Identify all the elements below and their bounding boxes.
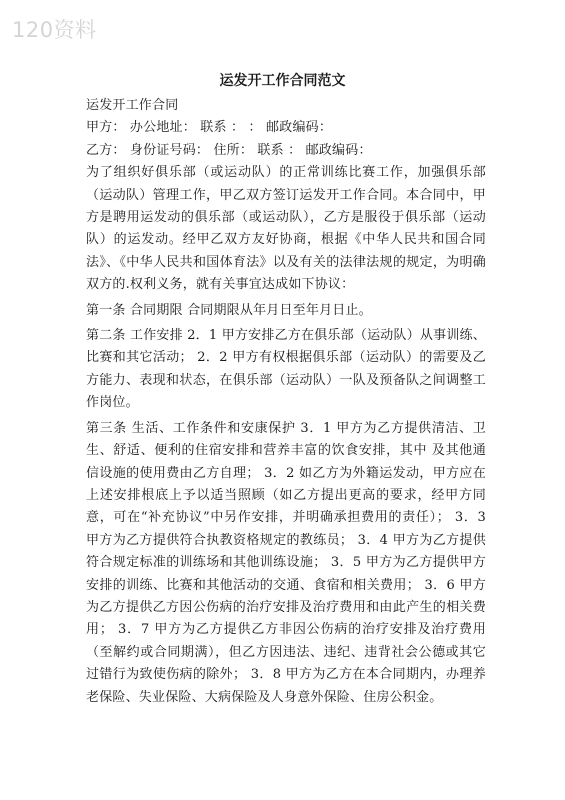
contract-name-line: 运发开工作合同 [86, 98, 179, 113]
party-b-line: 乙方： 身份证号码： 住所： 联系 ： 邮政编码： [86, 142, 372, 158]
article-3-paragraph: 第三条 生活、工作条件和安康保护 3．1 甲方为乙方提供清洁、卫生、舒适、便利的住宿安排和营养丰富的饮食安排，其中 及其他通信设施的使用费由乙方自理； 3．2 如乙方为外籍运发动，甲方应在上述安排根底上予以适当照顾（如乙方提出更高的要求，经甲方同意，可在“补充协议”中另作安排，并明确承担费用的责任）； 3．3 甲方为乙方提供符合执教资格规定的教练员； 3．4 甲方为乙方提供符合规定标准的训练场和其他训练设施； 3．5 甲方为乙方提供甲方安排的训练、比赛和其他活动的交通、食宿和相关费用； 3．6 甲方为乙方提供乙方因公伤病的治疗安排及治疗费用和由此产生的相关费用； 3．7 甲方为乙方提供乙方非因公伤病的治疗安排及治疗费用（至解约或合同期满），但乙方因违法、违纪、违背社会公德或其它过错行为致使伤病的除外； 3．8 甲方为乙方在本合同期内，办理养老保险、失业保险、大病保险及人身意外保险、住房公积金。 [86, 420, 486, 705]
article-2-paragraph: 第二条 工作安排 2．1 甲方安排乙方在俱乐部（运动队）从事训练、比赛和其它活动； 2．2 甲方有权根据俱乐部（运动队）的需要及乙方能力、表现和状态，在俱乐部（运动队）一队及预备队之间调整工作岗位。 [86, 328, 486, 411]
party-a-line: 甲方： 办公地址： 联系 ： ： 邮政编码： [86, 120, 333, 136]
document-body [86, 95, 486, 709]
preamble-paragraph: 为了组织好俱乐部（或运动队）的正常训练比赛工作，加强俱乐部（运动队）管理工作，甲乙双方签订运发开工作合同。本合同中，甲方是聘用运发动的俱乐部（或运动队），乙方是服役于俱乐部（运动队）的运发动。经甲乙双方友好协商，根据《中华人民共和国合同法》、《中华人民共和国体育法》以及有关的法律法规的规定，为明确双方的.权利义务，就有关事宜达成如下协议： [86, 165, 486, 293]
document-title: 运发开工作合同范文 [219, 73, 346, 89]
watermark-logo: 120资料 [12, 18, 97, 42]
article-1-paragraph: 第一条 合同期限 合同期限从年月日至年月日止。 [86, 302, 372, 318]
